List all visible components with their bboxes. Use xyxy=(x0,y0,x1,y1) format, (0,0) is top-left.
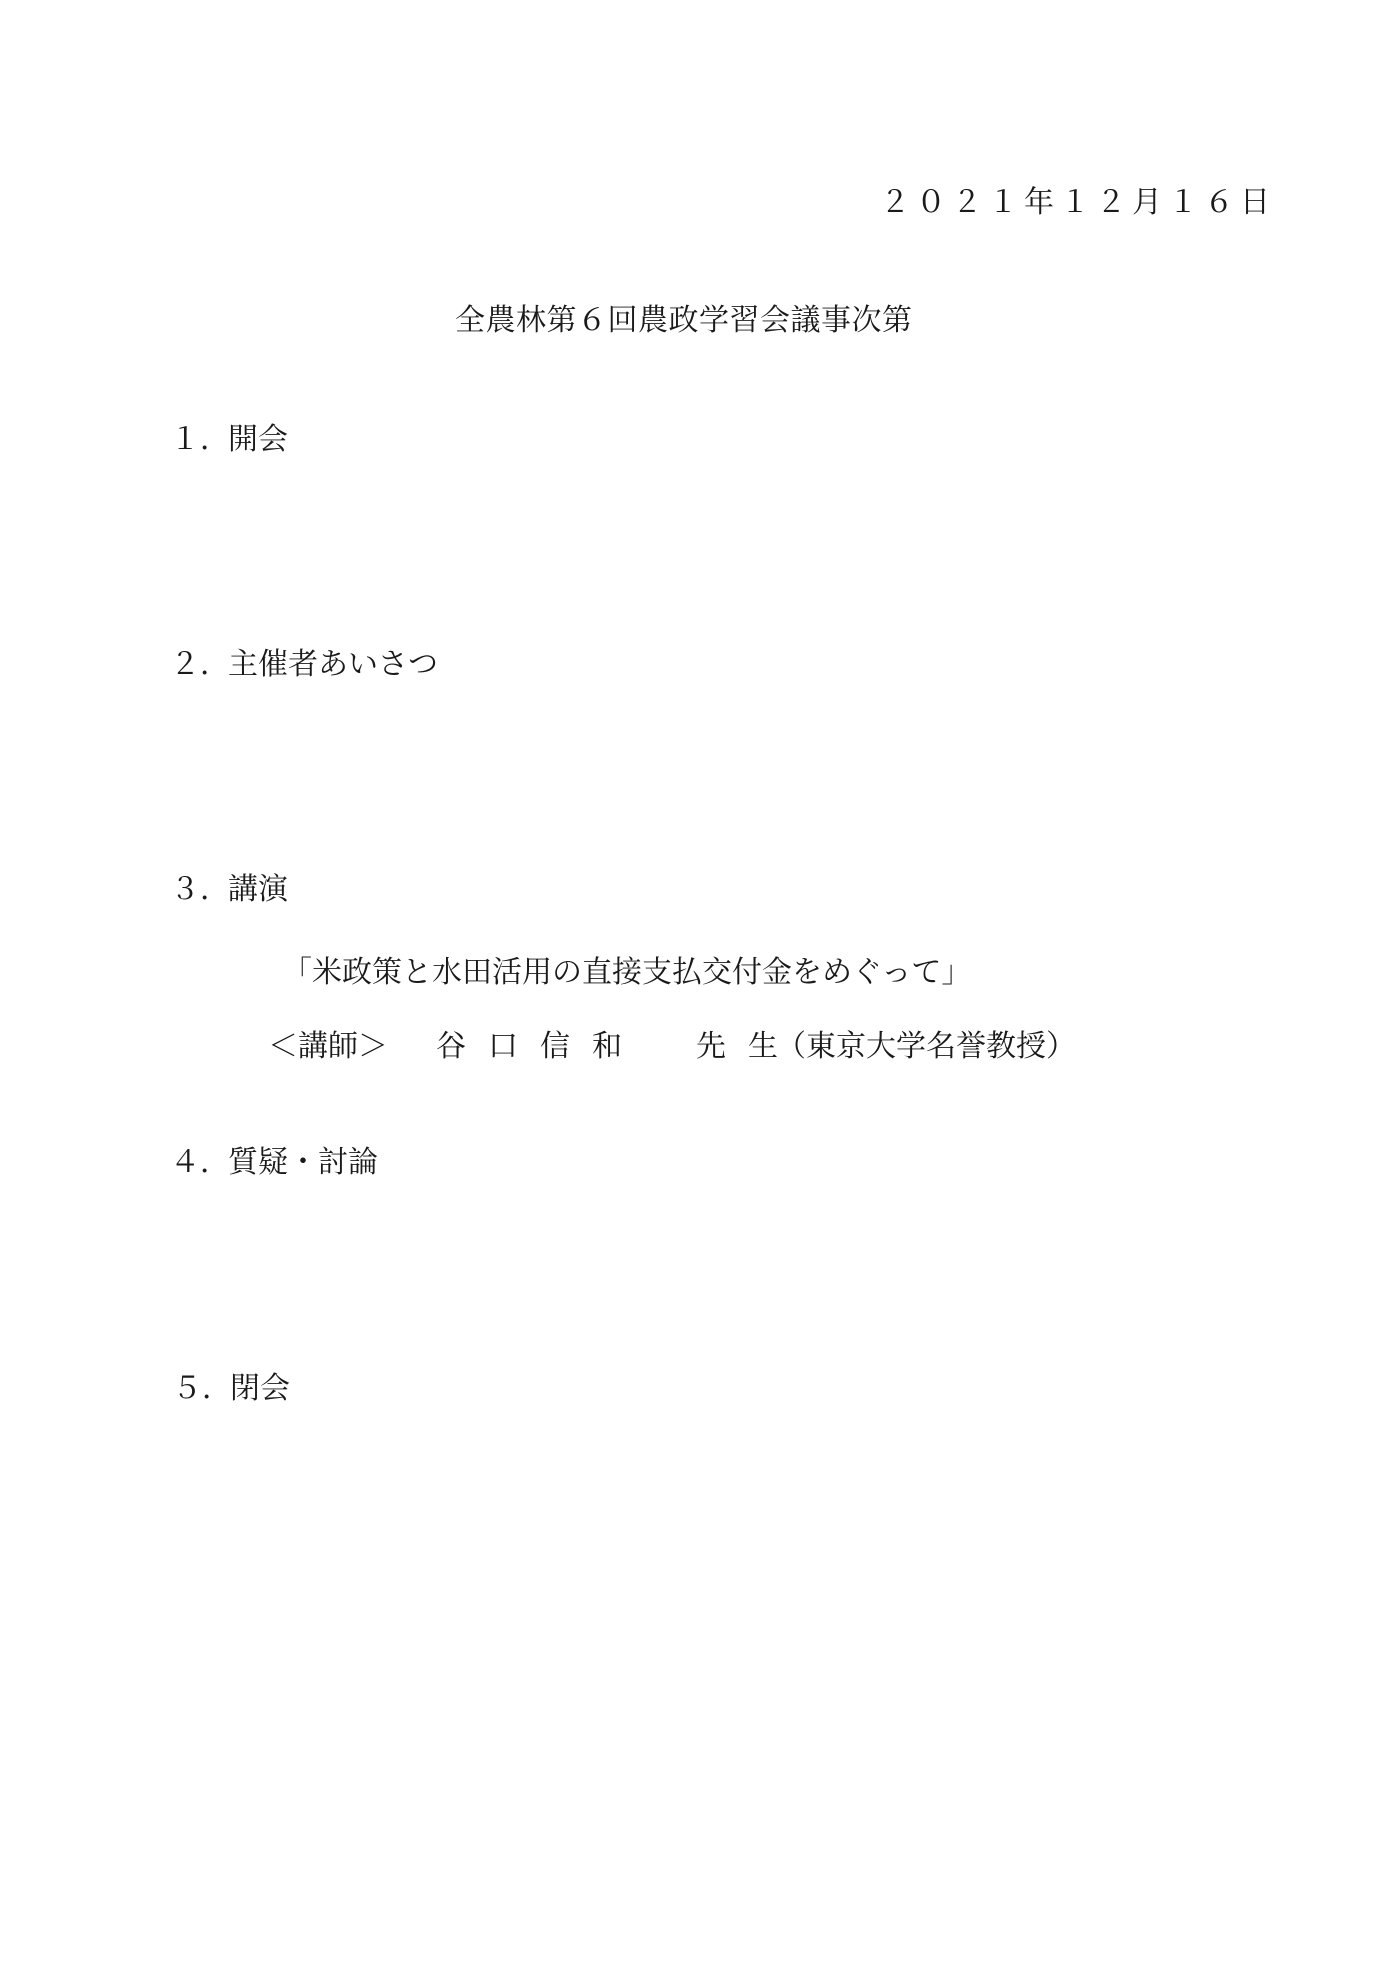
agenda-item-label: 講演 xyxy=(228,872,288,907)
lecturer-affiliation: （東京大学名誉教授） xyxy=(776,1029,1076,1064)
lecturer-name: 谷口信和 先生 xyxy=(436,1029,800,1064)
agenda-item-discussion xyxy=(170,1145,378,1180)
agenda-item-number: ３． xyxy=(170,872,230,907)
agenda-item-opening xyxy=(170,422,288,457)
agenda-item-number: ５． xyxy=(172,1371,232,1406)
document-title: 全農林第６回農政学習会議事次第 xyxy=(455,303,913,338)
lecturer-label: ＜講師＞ xyxy=(268,1029,388,1064)
agenda-item-label: 質疑・討論 xyxy=(228,1145,378,1180)
document-date: ２０２１年１２月１６日 xyxy=(880,185,1276,220)
lecturer-line xyxy=(268,1029,1076,1064)
agenda-item-number: ２． xyxy=(170,647,230,682)
agenda-item-label: 開会 xyxy=(228,422,288,457)
agenda-item-label: 閉会 xyxy=(230,1371,290,1406)
agenda-item-greeting xyxy=(170,647,438,682)
agenda-item-number: ４． xyxy=(170,1145,230,1180)
lecture-title: 「米政策と水田活用の直接支払交付金をめぐって」 xyxy=(282,955,972,990)
agenda-item-number: １． xyxy=(170,422,230,457)
agenda-item-lecture xyxy=(170,872,288,907)
agenda-item-label: 主催者あいさつ xyxy=(228,647,438,682)
agenda-item-closing xyxy=(172,1371,290,1406)
